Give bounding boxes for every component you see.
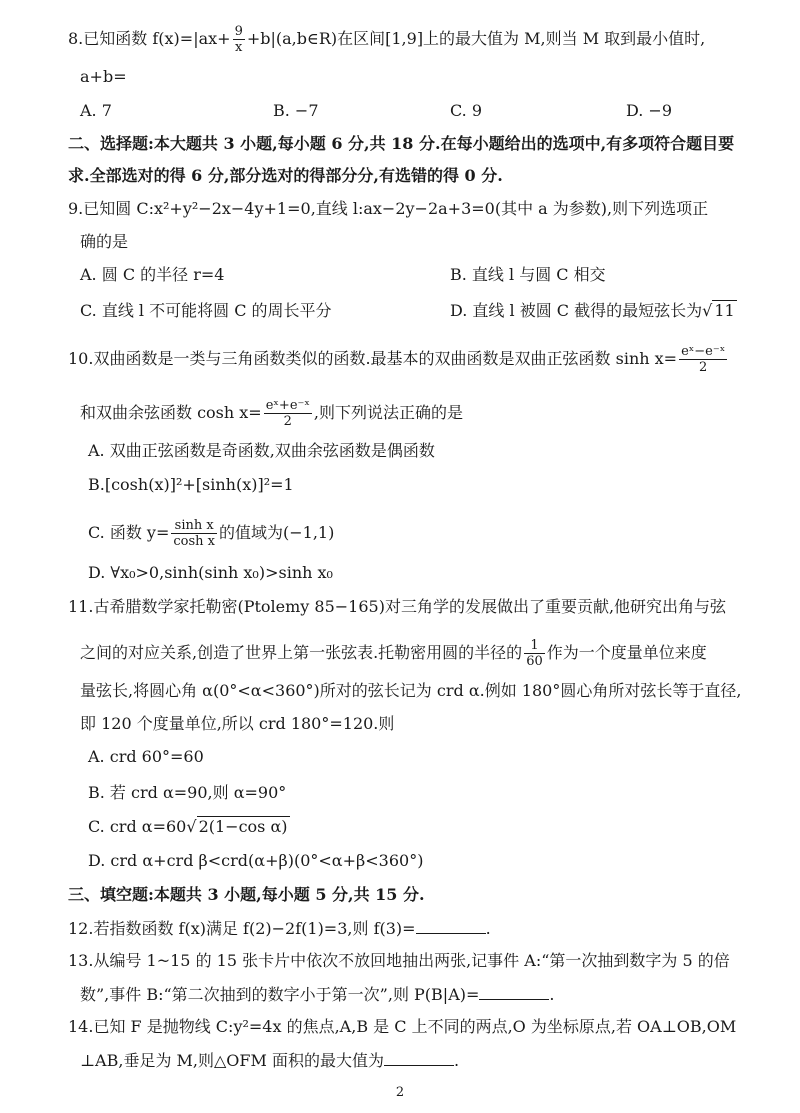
cosh-fraction: $\frac{\text{eˣ+e⁻ˣ}}{2}$ (265, 398, 310, 429)
q13-stem-line2: 数”,事件 B:“第二次抽到的数字小于第一次”,则 P(B|A)= . (80, 985, 555, 1004)
q11-option-c: C. crd α=60√ 2(1−cos α) (88, 817, 288, 836)
q12-stem: 12.若指数函数 f(x)满足 f(2)−2f(1)=3,则 f(3)= . (68, 919, 491, 938)
q9-option-d: D. 直线 l 被圆 C 截得的最短弦长为√ 11 (450, 301, 735, 320)
q9-stem-line2: 确的是 (80, 232, 129, 251)
q10-option-b: B.[cosh(x)]²+[sinh(x)]²=1 (88, 475, 294, 494)
q9-stem-line1: 9.已知圆 C:x²+y²−2x−4y+1=0,直线 l:ax−2y−2a+3=0(其中 a 为参数),则下列选项正 (68, 199, 709, 218)
q11-stem-line1: 11.古希腊数学家托勒密(Ptolemy 85−165)对三角学的发展做出了重要贡献,他研究出角与弦 (68, 597, 727, 616)
answer-blank (416, 917, 486, 934)
q14-stem-line1: 14.已知 F 是抛物线 C:y²=4x 的焦点,A,B 是 C 上不同的两点,O 为坐标原点,若 OA⊥OB,OM (68, 1017, 737, 1036)
q9-option-c: C. 直线 l 不可能将圆 C 的周长平分 (80, 301, 332, 320)
answer-blank (384, 1049, 454, 1066)
tanh-fraction: $\frac{\text{sinh x}}{\text{cosh x}}$ (173, 518, 216, 549)
sqrt-symbol: √ 11 (702, 301, 735, 320)
section2-heading-line2: 求.全部选对的得 6 分,部分选对的得部分分,有选错的得 0 分. (68, 166, 503, 185)
q8-option-b: B. −7 (273, 101, 319, 120)
section2-heading-line1: 二、选择题:本大题共 3 小题,每小题 6 分,共 18 分.在每小题给出的选项中,有多项符合题目要 (68, 134, 735, 153)
q9-option-b: B. 直线 l 与圆 C 相交 (450, 265, 606, 284)
q13-stem-line1: 13.从编号 1~15 的 15 张卡片中依次不放回地抽出两张,记事件 A:“第一次抽到数字为 5 的倍 (68, 951, 730, 970)
sinh-fraction: $\frac{\text{eˣ−e⁻ˣ}}{2}$ (681, 344, 726, 375)
q8-fraction: $\frac{9}{x}$ (234, 24, 243, 55)
q11-stem-line2: 之间的对应关系,创造了世界上第一张弦表.托勒密用圆的半径的 $\frac{1}{60}$ 作为一个度量单位来度 (80, 638, 707, 669)
page-number: 2 (395, 1085, 405, 1100)
q10-option-a: A. 双曲正弦函数是奇函数,双曲余弦函数是偶函数 (88, 441, 435, 460)
q8-stem-line1: 8.已知函数 f(x)=|ax+ $\frac{9}{x}$ +b|(a,b∈R)在区间[1,9]上的最大值为 M,则当 M 取到最小值时, (68, 24, 706, 55)
answer-blank (479, 983, 549, 1000)
q14-stem-line2: ⊥AB,垂足为 M,则△OFM 面积的最大值为 . (80, 1051, 460, 1070)
q8-option-a: A. 7 (80, 101, 112, 120)
q11-stem-line3: 量弦长,将圆心角 α(0°<α<360°)所对的弦长记为 crd α.例如 180°圆心角所对弦长等于直径, (80, 681, 742, 700)
q11-option-b: B. 若 crd α=90,则 α=90° (88, 783, 287, 802)
q8-option-d: D. −9 (626, 101, 673, 120)
one-sixtieth-fraction: $\frac{1}{60}$ (526, 638, 543, 669)
q11-option-a: A. crd 60°=60 (88, 747, 204, 766)
q10-option-c: C. 函数 y= $\frac{\text{sinh x}}{\text{cosh x}}$ 的值域为(−1,1) (88, 518, 335, 549)
q10-option-d: D. ∀x₀>0,sinh(sinh x₀)>sinh x₀ (88, 563, 333, 582)
q8-stem-line2: a+b= (80, 67, 127, 86)
q9-option-a: A. 圆 C 的半径 r=4 (80, 265, 225, 284)
sqrt-symbol: √ 2(1−cos α) (186, 817, 288, 836)
q8-option-c: C. 9 (450, 101, 483, 120)
q10-stem-line1: 10.双曲函数是一类与三角函数类似的函数.最基本的双曲函数是双曲正弦函数 sinh x= $\frac{\text{eˣ−e⁻ˣ}}{2}$ (68, 344, 726, 375)
q10-stem-line2: 和双曲余弦函数 cosh x= $\frac{\text{eˣ+e⁻ˣ}}{2}$ ,则下列说法正确的是 (80, 398, 463, 429)
q11-stem-line4: 即 120 个度量单位,所以 crd 180°=120.则 (80, 714, 395, 733)
section3-heading: 三、填空题:本题共 3 小题,每小题 5 分,共 15 分. (68, 885, 425, 904)
q11-option-d: D. crd α+crd β<crd(α+β)(0°<α+β<360°) (88, 851, 424, 870)
